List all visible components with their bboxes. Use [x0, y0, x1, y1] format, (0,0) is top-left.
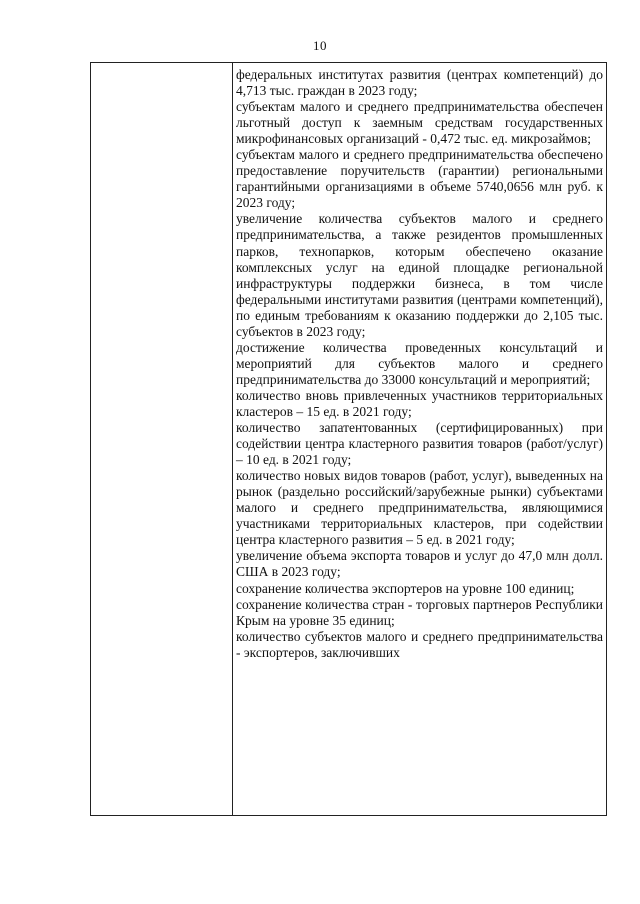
- indicator-paragraph: сохранение количества стран - торговых партнеров Республики Крым на уровне 35 единиц;: [236, 596, 603, 628]
- table-left-cell: [91, 63, 232, 815]
- indicator-paragraph: количество запатентованных (сертифицированных) при содействии центра кластерного развития товаров (работ/услуг) – 10 ед. в 2021 году;: [236, 420, 603, 468]
- indicator-paragraph: увеличение объема экспорта товаров и услуг до 47,0 млн долл. США в 2023 году;: [236, 548, 603, 580]
- indicator-paragraph: количество субъектов малого и среднего предпринимательства - экспортеров, заключивших: [236, 628, 603, 660]
- document-table: [90, 62, 607, 816]
- indicator-paragraph: увеличение количества субъектов малого и среднего предпринимательства, а также резидентов промышленных парков, технопарков, которым обеспечено оказание комплексных услуг на единой площадке региональной инфраструктуры поддержки бизнеса, в том числе федеральными институтами развития (центрами компетенций), по единым требованиям к оказанию поддержки до 2,105 тыс. субъектов в 2023 году;: [236, 211, 603, 339]
- indicator-paragraph: достижение количества проведенных консультаций и мероприятий для субъектов малого и среднего предпринимательства до 33000 консультаций и мероприятий;: [236, 339, 603, 387]
- indicator-paragraph: количество вновь привлеченных участников территориальных кластеров – 15 ед. в 2021 году;: [236, 387, 603, 419]
- indicator-paragraph: федеральных институтах развития (центрах компетенций) до 4,713 тыс. граждан в 2023 году;: [236, 67, 603, 99]
- indicator-paragraph: субъектам малого и среднего предпринимательства обеспечено предоставление поручительств (гарантии) региональными гарантийными организациями в объеме 5740,0656 млн руб. к 2023 году;: [236, 147, 603, 211]
- indicator-paragraph: субъектам малого и среднего предпринимательства обеспечен льготный доступ к заемным средствам государственных микрофинансовых организаций - 0,472 тыс. ед. микрозаймов;: [236, 99, 603, 147]
- indicator-paragraph: сохранение количества экспортеров на уровне 100 единиц;: [236, 580, 575, 596]
- indicator-paragraph: количество новых видов товаров (работ, услуг), выведенных на рынок (раздельно российский/зарубежные рынки) субъектами малого и среднего предпринимательства, являющимися участниками территориальных кластеров, при содействии центра кластерного развития – 5 ед. в 2021 году;: [236, 468, 603, 548]
- table-right-cell: [236, 67, 603, 661]
- page-number: 10: [313, 38, 327, 53]
- table-column-divider: [232, 63, 233, 815]
